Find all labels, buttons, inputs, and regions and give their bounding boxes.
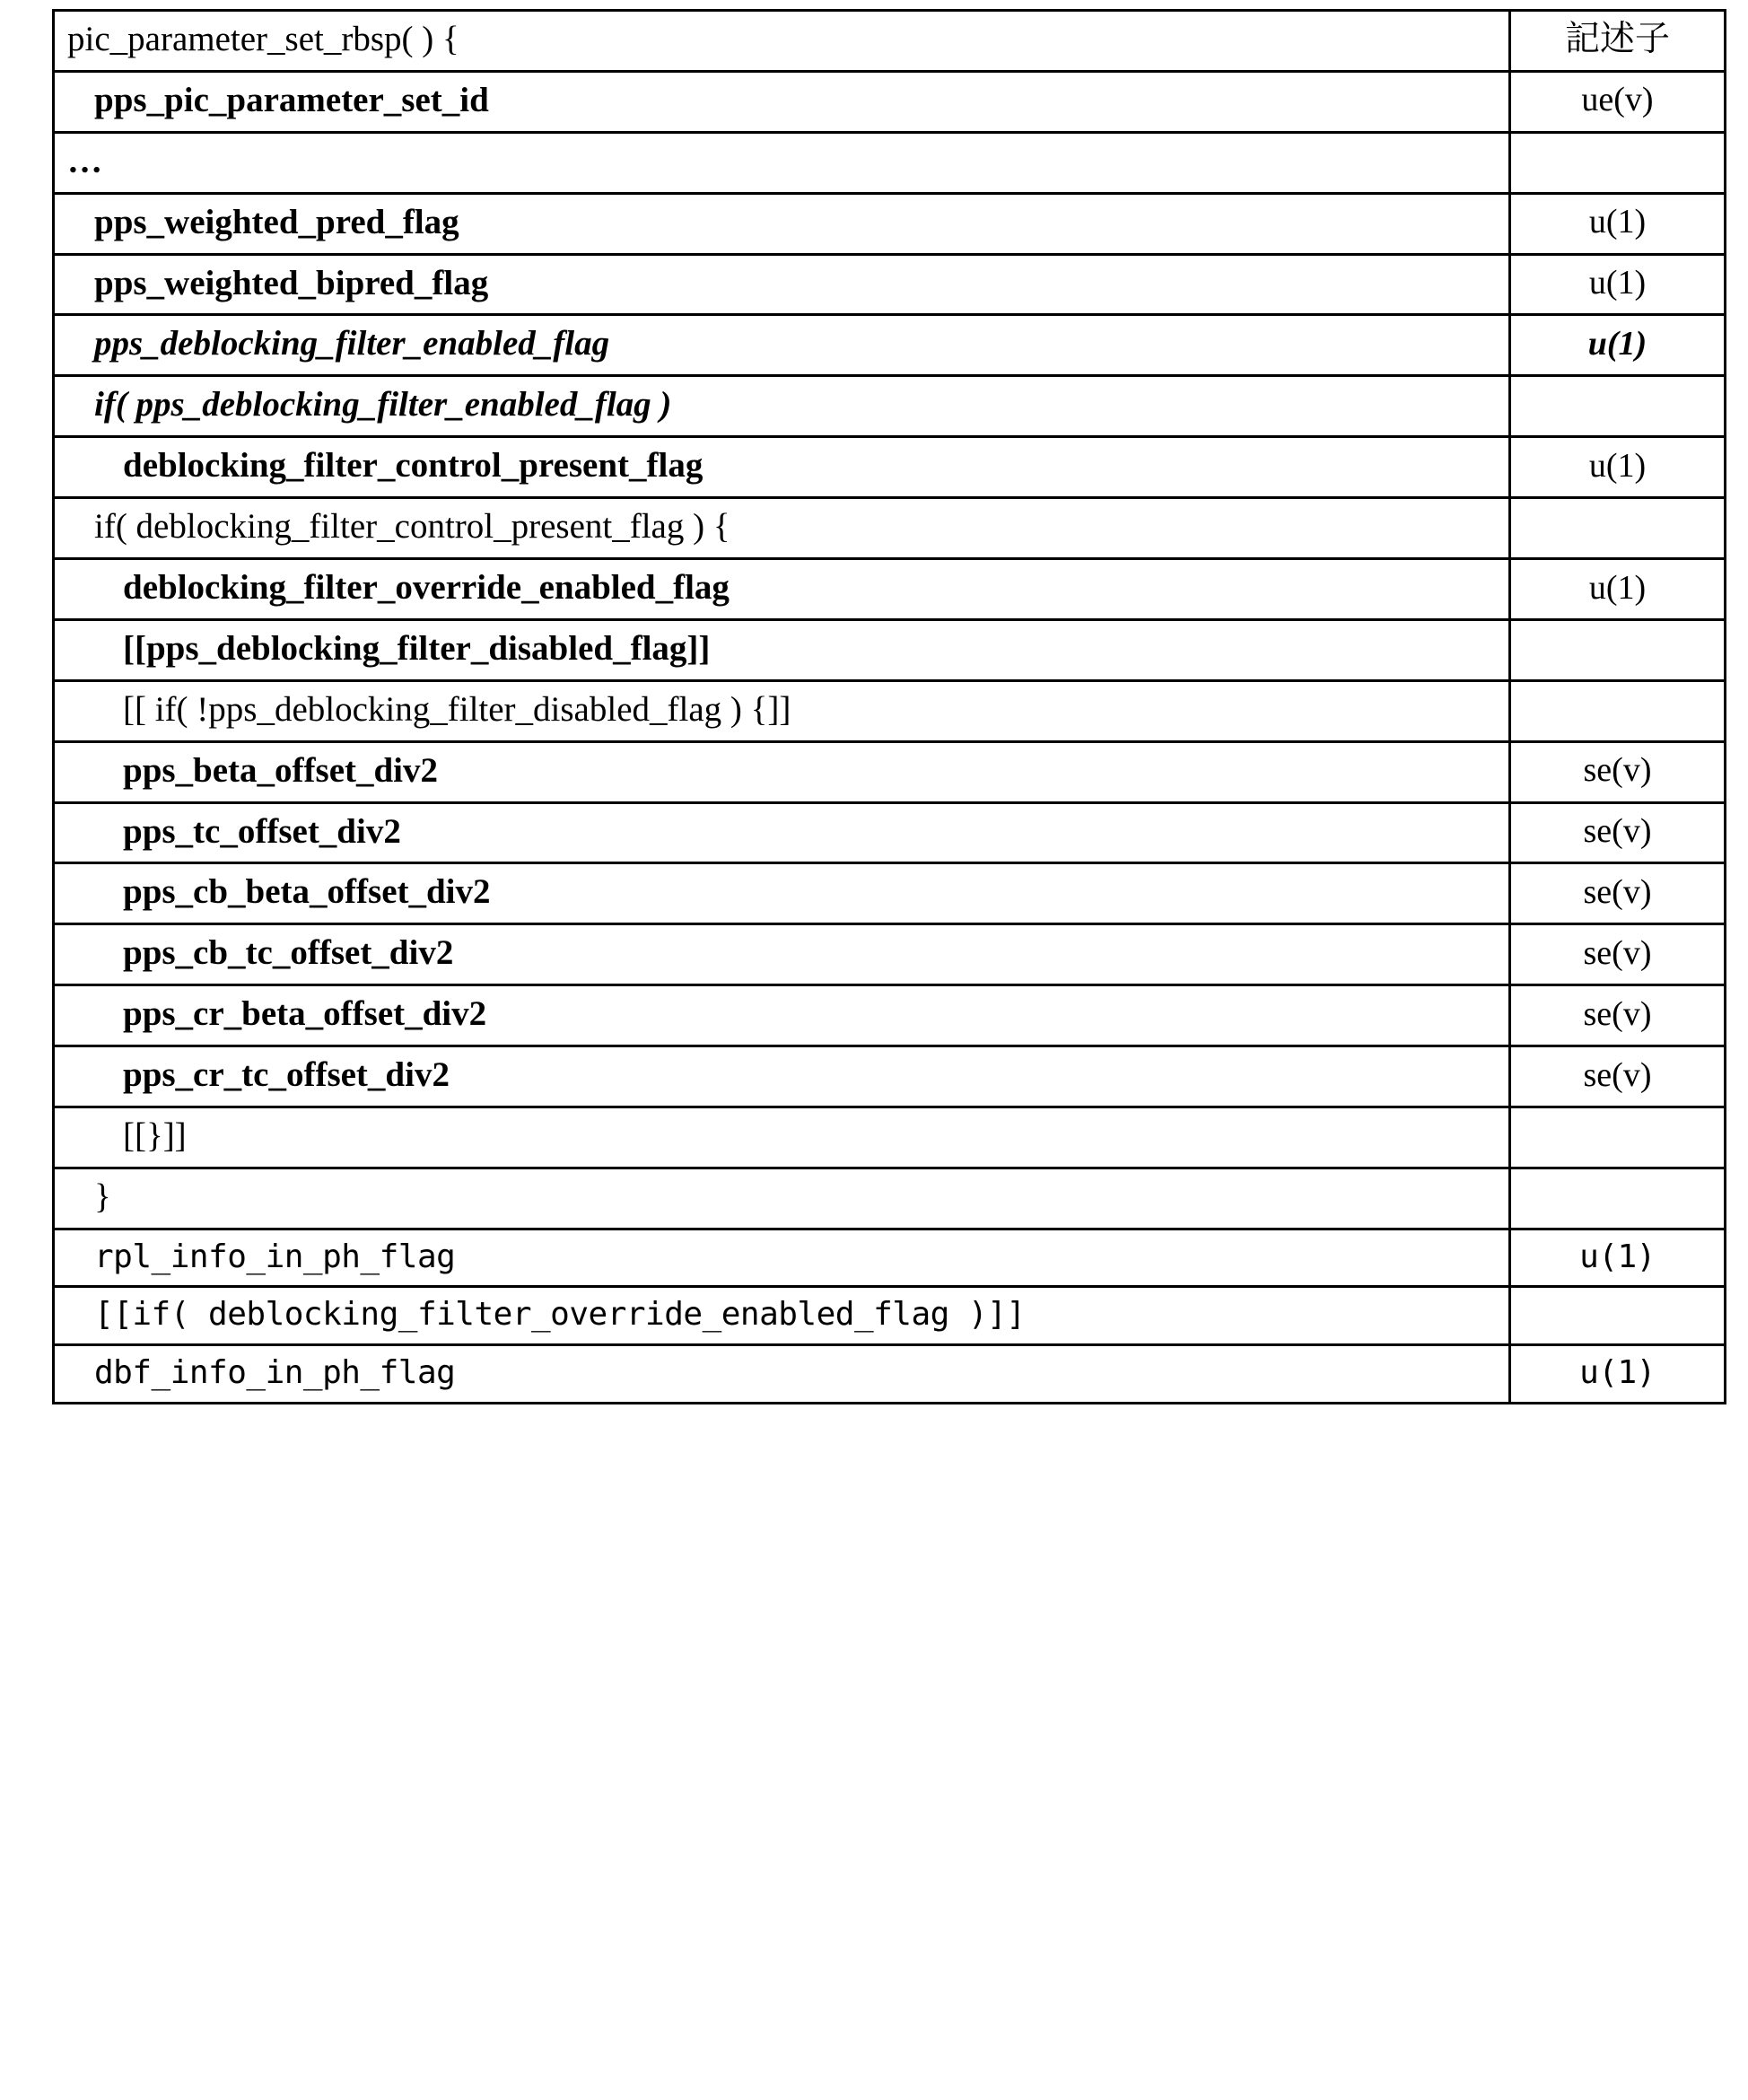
- table-row: [54, 924, 1726, 985]
- descriptor-text: [1511, 640, 1724, 660]
- syntax-text: pps_cb_tc_offset_div2: [123, 933, 454, 973]
- descriptor-header-cell: [1510, 11, 1726, 72]
- descriptor-cell: [1510, 498, 1726, 559]
- table-row: [54, 71, 1726, 132]
- table-row: [54, 559, 1726, 620]
- table-row: [54, 680, 1726, 741]
- syntax-text: pps_cr_tc_offset_div2: [123, 1055, 450, 1095]
- descriptor-cell: [1510, 1345, 1726, 1404]
- syntax-cell: [54, 1287, 1510, 1345]
- table-row: [54, 132, 1726, 193]
- descriptor-cell: [1510, 254, 1726, 315]
- descriptor-text: [1511, 1188, 1724, 1208]
- syntax-text: pps_weighted_bipred_flag: [94, 263, 489, 302]
- descriptor-cell: [1510, 1168, 1726, 1229]
- descriptor-cell: [1510, 863, 1726, 924]
- syntax-text: if( pps_deblocking_filter_enabled_flag ): [94, 385, 672, 424]
- syntax-text: dbf_info_in_ph_flag: [94, 1354, 456, 1391]
- syntax-text: …: [67, 141, 104, 180]
- syntax-cell: [54, 680, 1510, 741]
- descriptor-text: se(v): [1583, 994, 1652, 1033]
- table-row: [54, 619, 1726, 680]
- syntax-text: [[if( deblocking_filter_override_enabled_flag )]]: [94, 1296, 1026, 1334]
- syntax-cell: [54, 1107, 1510, 1168]
- syntax-cell: [54, 1046, 1510, 1107]
- syntax-cell: [54, 71, 1510, 132]
- table-row: [54, 498, 1726, 559]
- table-row: [54, 376, 1726, 437]
- syntax-text: deblocking_filter_control_present_flag: [123, 446, 704, 486]
- descriptor-text: [1511, 1306, 1724, 1326]
- syntax-text: pps_deblocking_filter_enabled_flag: [94, 324, 610, 363]
- syntax-cell: [54, 437, 1510, 498]
- syntax-cell: [54, 254, 1510, 315]
- table-row: [54, 985, 1726, 1046]
- descriptor-text: [1511, 519, 1724, 538]
- syntax-text: [[ if( !pps_deblocking_filter_disabled_flag ) {]]: [123, 689, 791, 729]
- syntax-text: pps_cr_beta_offset_div2: [123, 994, 487, 1034]
- syntax-table: [52, 9, 1726, 1404]
- descriptor-text: se(v): [1583, 1055, 1652, 1094]
- syntax-cell: [54, 1345, 1510, 1404]
- syntax-text: }: [94, 1177, 111, 1216]
- table-row: [54, 11, 1726, 72]
- syntax-cell: [54, 863, 1510, 924]
- syntax-cell: [54, 132, 1510, 193]
- descriptor-text: u(1): [1579, 1238, 1656, 1275]
- descriptor-cell: [1510, 1229, 1726, 1287]
- descriptor-text: se(v): [1583, 933, 1652, 972]
- syntax-cell: [54, 193, 1510, 254]
- descriptor-cell: [1510, 315, 1726, 376]
- table-row: [54, 802, 1726, 863]
- syntax-text: pps_weighted_pred_flag: [94, 202, 459, 241]
- descriptor-text: ue(v): [1581, 81, 1654, 119]
- descriptor-cell: [1510, 559, 1726, 620]
- syntax-text: deblocking_filter_override_enabled_flag: [123, 568, 730, 608]
- descriptor-text: se(v): [1583, 873, 1652, 912]
- table-row: [54, 254, 1726, 315]
- table-row: [54, 1229, 1726, 1287]
- syntax-cell: [54, 619, 1510, 680]
- descriptor-cell: [1510, 680, 1726, 741]
- syntax-cell: [54, 11, 1510, 72]
- table-row: [54, 437, 1726, 498]
- descriptor-cell: [1510, 193, 1726, 254]
- table-row: [54, 1345, 1726, 1404]
- descriptor-cell: [1510, 802, 1726, 863]
- table-row: [54, 1168, 1726, 1229]
- syntax-cell: [54, 741, 1510, 802]
- syntax-cell: [54, 1229, 1510, 1287]
- syntax-text: pps_cb_beta_offset_div2: [123, 872, 491, 912]
- syntax-cell: [54, 802, 1510, 863]
- descriptor-text: [1511, 701, 1724, 721]
- descriptor-text: u(1): [1579, 1354, 1656, 1391]
- syntax-cell: [54, 315, 1510, 376]
- syntax-cell: [54, 376, 1510, 437]
- descriptor-text: 記述子: [1564, 20, 1670, 58]
- descriptor-text: [1511, 153, 1724, 172]
- syntax-cell: [54, 559, 1510, 620]
- descriptor-cell: [1510, 71, 1726, 132]
- table-row: [54, 741, 1726, 802]
- table-row: [54, 863, 1726, 924]
- syntax-text: pic_parameter_set_rbsp( ) {: [67, 20, 459, 58]
- descriptor-cell: [1510, 1107, 1726, 1168]
- syntax-cell: [54, 1168, 1510, 1229]
- descriptor-text: se(v): [1583, 812, 1652, 851]
- descriptor-cell: [1510, 132, 1726, 193]
- descriptor-cell: [1510, 924, 1726, 985]
- descriptor-cell: [1510, 741, 1726, 802]
- syntax-table-body: [54, 11, 1726, 1404]
- table-row: [54, 1107, 1726, 1168]
- descriptor-cell: [1510, 437, 1726, 498]
- syntax-text: [[}]]: [123, 1116, 187, 1156]
- descriptor-text: u(1): [1587, 325, 1647, 363]
- table-row: [54, 193, 1726, 254]
- descriptor-text: u(1): [1588, 568, 1647, 607]
- syntax-text: rpl_info_in_ph_flag: [94, 1238, 456, 1275]
- syntax-cell: [54, 985, 1510, 1046]
- syntax-text: pps_pic_parameter_set_id: [94, 80, 489, 119]
- syntax-text: pps_tc_offset_div2: [123, 811, 401, 851]
- syntax-text: if( deblocking_filter_control_present_flag ) {: [94, 507, 730, 547]
- syntax-cell: [54, 924, 1510, 985]
- descriptor-cell: [1510, 985, 1726, 1046]
- descriptor-cell: [1510, 619, 1726, 680]
- descriptor-cell: [1510, 1287, 1726, 1345]
- descriptor-text: u(1): [1588, 264, 1647, 302]
- descriptor-text: se(v): [1583, 751, 1652, 790]
- table-row: [54, 1046, 1726, 1107]
- descriptor-cell: [1510, 1046, 1726, 1107]
- table-row: [54, 315, 1726, 376]
- syntax-text: pps_beta_offset_div2: [123, 750, 439, 790]
- table-row: [54, 1287, 1726, 1345]
- syntax-text: [[pps_deblocking_filter_disabled_flag]]: [123, 628, 711, 668]
- descriptor-text: u(1): [1588, 446, 1647, 485]
- descriptor-cell: [1510, 376, 1726, 437]
- descriptor-text: [1511, 397, 1724, 416]
- descriptor-text: u(1): [1588, 203, 1647, 241]
- syntax-cell: [54, 498, 1510, 559]
- descriptor-text: [1511, 1127, 1724, 1147]
